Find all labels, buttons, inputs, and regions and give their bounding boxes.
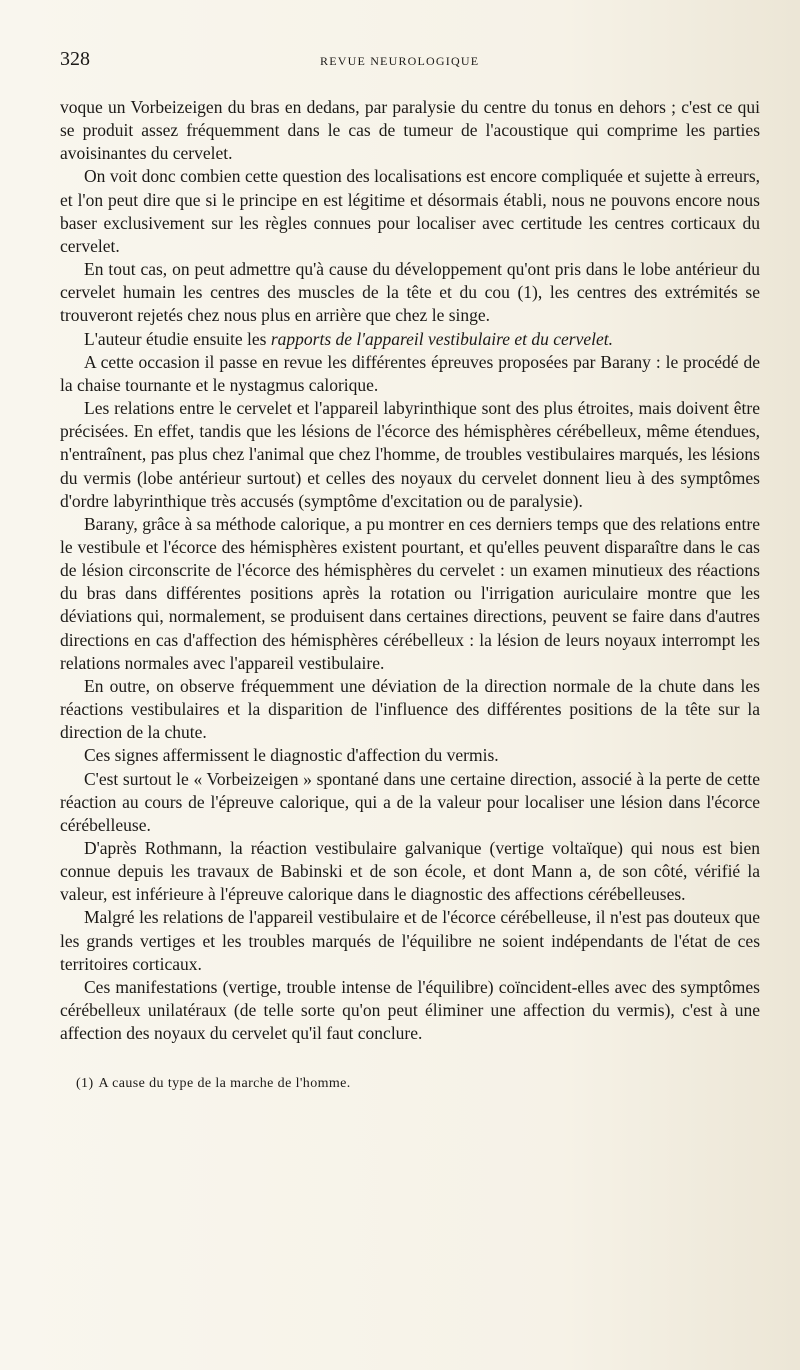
page-header — [60, 48, 760, 76]
paragraph-9: Ces signes affermissent le diagnostic d'affection du vermis. — [84, 745, 499, 766]
footnote-marker: (1) — [76, 1076, 94, 1092]
paragraph-italic-topic — [60, 328, 760, 351]
paragraph-12: Malgré les relations de l'appareil vestibulaire et de l'écorce cérébelleuse, il n'est pas douteux que les grands vertiges et les troubles marqués de l'équilibre ne soient indépendants de l'état de ces territoires corticaux. — [60, 907, 760, 974]
paragraph-2: On voit donc combien cette question des localisations est encore compliquée et sujette à erreurs, et l'on peut dire que si le principe en est légitime et désormais établi, nous ne pouvons encore nous baser exclusivement sur les règles connues pour localiser avec certitude les centres corticaux du cervelet. — [60, 166, 760, 256]
footnote — [60, 1075, 760, 1093]
paragraph-7: Barany, grâce à sa méthode calorique, a pu montrer en ces derniers temps que des relations entre le vestibule et l'écorce des hémisphères existent pourtant, et qu'elles peuvent disparaître dans le cas de lésion circonscrite de l'écorce des hémisphères du cervelet : un examen minutieux des réactions du bras dans différentes positions après la rotation ou l'irrigation auriculaire montre que les déviations qui, normalement, se produisent dans certaines directions, peuvent se faire dans d'autres directions en cas d'affection des hémisphères cérébelleux : la lésion de leurs noyaux interrompt les relations normales avec l'appareil vestibulaire. — [60, 513, 760, 673]
footnote-text: A cause du type de la marche de l'homme. — [98, 1076, 351, 1092]
paragraph-1: voque un Vorbeizeigen du bras en dedans, par paralysie du centre du tonus en dehors ; c'est ce qui se produit assez fréquemment dans le cas de tumeur de l'acoustique qui comprime les parties avoisinantes du cervelet. — [60, 97, 760, 164]
paragraph-13: Ces manifestations (vertige, trouble intense de l'équilibre) coïncident-elles avec des symptômes cérébelleux unilatéraux (de telle sorte qu'on peut éliminer une affection du vermis), c'est à une affection des noyaux du cervelet qu'il faut conclure. — [60, 976, 760, 1044]
page-number: 328 — [60, 48, 90, 70]
paragraph-11: D'après Rothmann, la réaction vestibulaire galvanique (vertige voltaïque) qui nous est bien connue depuis les travaux de Babinski et de son école, et dont Mann a, de son côté, vérifié la valeur, est inférieure à l'épreuve calorique dans le diagnostic des affections cérébelleuses. — [60, 838, 760, 905]
paragraph-6: Les relations entre le cervelet et l'appareil labyrinthique sont des plus étroites, mais doivent être précisées. En effet, tandis que les lésions de l'écorce des hémisphères cérébelleux, même étendues, n'entraînent, pas plus chez l'animal que chez l'homme, de troubles vestibulaires marqués, les lésions du vermis (lobe antérieur surtout) et celles des noyaux du cervelet donnent lieu à des symptômes d'ordre labyrinthique très accusés (symptôme d'excitation ou de paralysie). — [60, 398, 760, 511]
paragraph-4-italic-topic: rapports de l'appareil vestibulaire et du cervelet. — [270, 328, 614, 349]
paragraph-5: A cette occasion il passe en revue les différentes épreuves proposées par Barany : le procédé de la chaise tournante et le nystagmus calorique. — [60, 351, 760, 395]
paragraph-10: C'est surtout le « Vorbeizeigen » spontané dans une certaine direction, associé à la perte de cette réaction au cours de l'épreuve calorique, qui a de la valeur pour localiser une lésion dans l'écorce cérébelleuse. — [60, 768, 760, 835]
paragraph-4-lead: L'auteur étudie ensuite les — [84, 328, 271, 349]
running-head: REVUE NEUROLOGIQUE — [320, 54, 480, 68]
body-text — [60, 96, 760, 1045]
paragraph-3: En tout cas, on peut admettre qu'à cause du développement qu'ont pris dans le lobe antérieur du cervelet humain les centres des muscles de la tête et du cou (1), les centres des extrémités se trouveront rejetés chez nous plus en arrière que chez le singe. — [60, 259, 760, 326]
paragraph-8: En outre, on observe fréquemment une déviation de la direction normale de la chute dans les réactions vestibulaires et la disparition de l'influence des différentes positions de la tête sur la direction de la chute. — [60, 675, 760, 743]
